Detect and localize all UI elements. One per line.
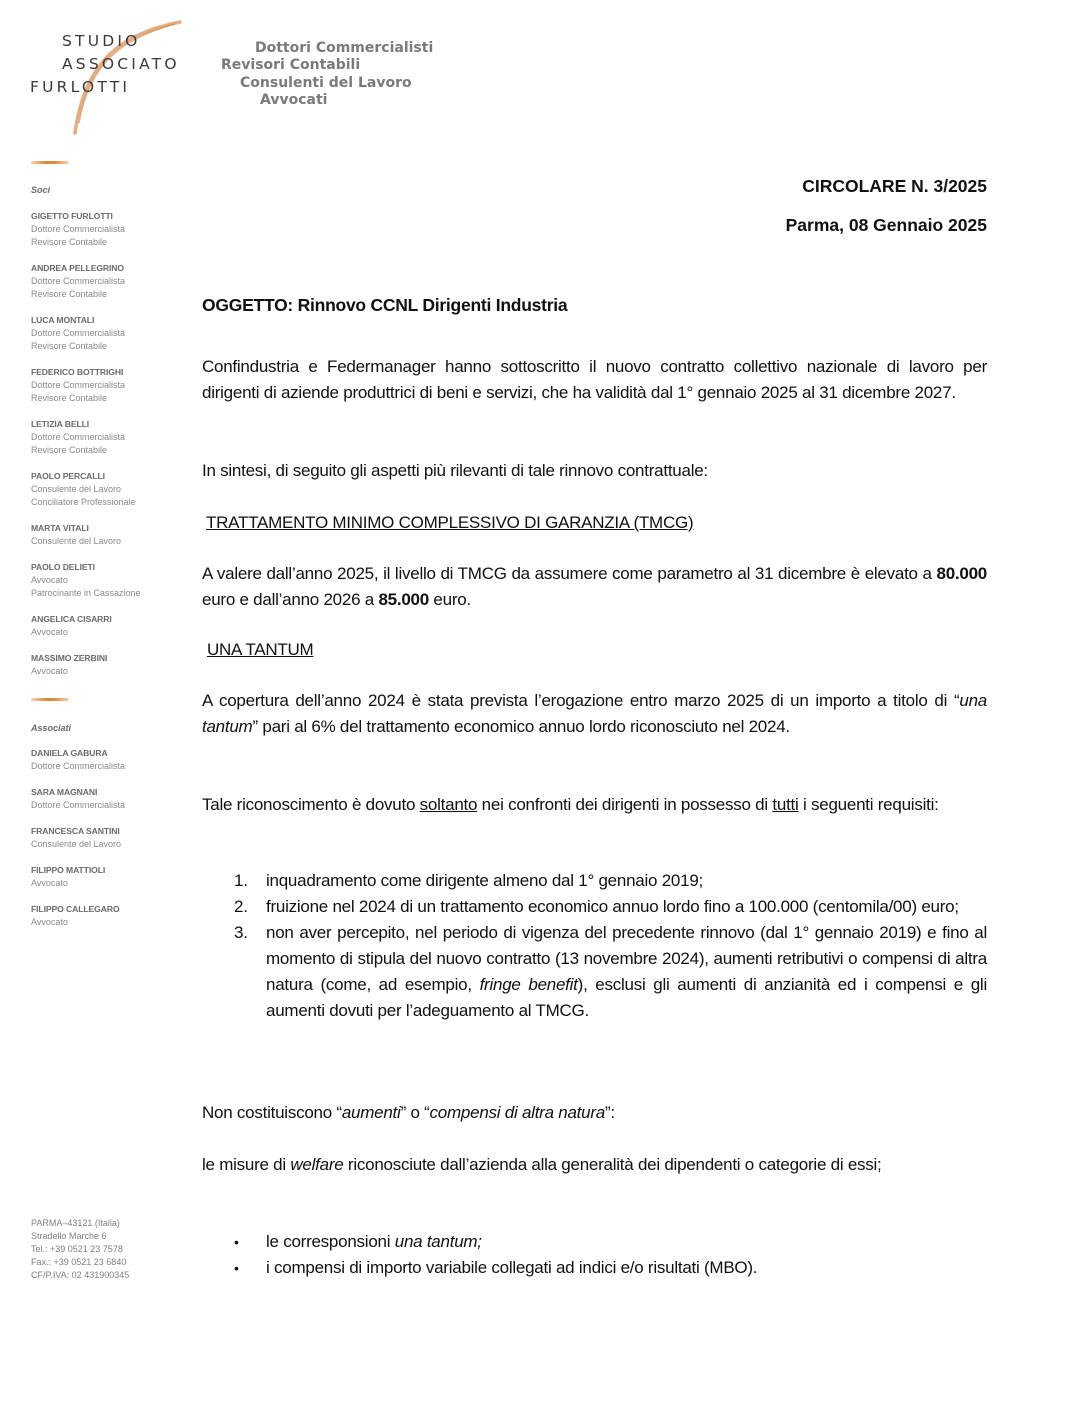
logo-line-1: STUDIO [62, 32, 141, 50]
partner-name: DANIELA GABURA [31, 748, 108, 758]
partner-entry [31, 470, 136, 509]
list-number: 3. [234, 923, 248, 942]
una-tantum-paragraph [202, 688, 987, 740]
text-run-italic: fringe benefit [479, 975, 578, 994]
requirement-item [202, 868, 987, 894]
logo-line-2: ASSOCIATO [62, 55, 180, 73]
requirements-list [202, 868, 987, 1024]
bullet-icon: • [234, 1234, 239, 1250]
text-run: le corresponsioni [266, 1232, 395, 1251]
section-title-text: TRATTAMENTO MINIMO COMPLESSIVO DI GARANZIA (TMCG) [206, 513, 694, 532]
partner-entry [31, 652, 107, 678]
partner-name: FRANCESCA SANTINI [31, 826, 120, 836]
sidebar-divider [31, 161, 69, 164]
profession-item: Avvocati [260, 92, 328, 108]
partner-role: Avvocato [31, 917, 68, 927]
text-run: Non costituiscono “ [202, 1103, 342, 1122]
text-run: A copertura dell’anno 2024 è stata prevista l’erogazione entro marzo 2025 di un importo a titolo di “ [202, 691, 960, 710]
tmcg-paragraph [202, 561, 987, 613]
welfare-paragraph [202, 1152, 987, 1178]
partner-name: GIGETTO FURLOTTI [31, 211, 113, 221]
requirement-item [202, 894, 987, 920]
section-title-tmcg [206, 510, 991, 536]
requirement-text: ), esclusi gli aumenti di anzianità ed i compensi e gli aumenti dovuti per l’adeguamento al TMCG. [266, 975, 987, 1020]
text-run: euro. [428, 590, 471, 609]
list-number: 1. [234, 871, 248, 890]
text-run: nei confronti dei dirigenti in possesso di [477, 795, 773, 814]
partner-role: Revisore Contabile [31, 341, 108, 351]
partner-role: Dottore Commercialista [31, 276, 126, 286]
text-run: A valere dall’anno 2025, il livello di TMCG da assumere come parametro al 31 dicembre è elevato a [202, 564, 937, 583]
text-run: le misure di [202, 1155, 291, 1174]
partner-role: Consulente del Lavoro [31, 839, 122, 849]
partner-name: SARA MAGNANI [31, 787, 98, 797]
partner-entry [31, 613, 112, 639]
partner-name: LUCA MONTALI [31, 315, 95, 325]
requirement-item [202, 920, 987, 1024]
address-line: PARMA–43121 (Italia) [31, 1218, 120, 1228]
address-line: Tel.: +39 0521 23 7578 [31, 1244, 123, 1254]
partner-role: Dottore Commercialista [31, 328, 126, 338]
partner-entry [31, 561, 141, 600]
requirement-text: non aver percepito, nel periodo di vigenza del precedente rinnovo (dal 1° gennaio 2019) e fino al momento di stipula del nuovo contratto (13 novembre 2024), aumenti retributivi o compensi di altra natura (come, ad esempio, [266, 923, 987, 994]
sidebar-divider [31, 698, 69, 701]
partner-name: PAOLO DELIETI [31, 562, 95, 572]
text-run-italic: una tantum [202, 691, 987, 736]
profession-item: Revisori Contabili [221, 57, 361, 73]
document-date: Parma, 08 Gennaio 2025 [785, 215, 987, 235]
partner-entry [31, 747, 125, 773]
text-run-italic: compensi di altra natura [429, 1103, 605, 1122]
address-line: Stradello Marche 6 [31, 1231, 107, 1241]
text-run-italic: welfare [290, 1155, 344, 1174]
partner-name: MARTA VITALI [31, 523, 89, 533]
partner-role: Dottore Commercialista [31, 761, 126, 771]
partner-name: FEDERICO BOTTRIGHI [31, 367, 124, 377]
partner-role: Dottore Commercialista [31, 224, 126, 234]
partner-name: MASSIMO ZERBINI [31, 653, 108, 663]
partner-role: Revisore Contabile [31, 289, 108, 299]
partner-entry [31, 210, 125, 249]
text-run-underlined: tutti [772, 795, 799, 814]
partner-name: FILIPPO MATTIOLI [31, 865, 106, 875]
section-title-una-tantum [207, 637, 992, 663]
partner-role: Dottore Commercialista [31, 380, 126, 390]
document-subject: OGGETTO: Rinnovo CCNL Dirigenti Industria [202, 295, 568, 315]
partner-role: Avvocato [31, 627, 68, 637]
partner-entry [31, 522, 121, 548]
partner-role: Patrocinante in Cassazione [31, 588, 141, 598]
text-run: ”: [604, 1103, 615, 1122]
tmcg-2025-amount: 80.000 [936, 564, 987, 583]
partner-role: Consulente del Lavoro [31, 484, 122, 494]
text-run: ” pari al 6% del trattamento economico annuo lordo riconosciuto nel 2024. [252, 717, 790, 736]
partner-role: Consulente del Lavoro [31, 536, 122, 546]
partner-role: Revisore Contabile [31, 237, 108, 247]
text-run: riconosciute dall’azienda alla generalità dei dipendenti o categorie di essi; [343, 1155, 882, 1174]
partner-role: Avvocato [31, 666, 68, 676]
partner-entry [31, 418, 125, 457]
circolare-number: CIRCOLARE N. 3/2025 [802, 176, 987, 196]
associati-label: Associati [31, 723, 72, 733]
requirement-text: fruizione nel 2024 di un trattamento economico annuo lordo fino a 100.000 (centomila/00) euro; [266, 897, 959, 916]
partner-entry [31, 366, 125, 405]
bullet-icon: • [234, 1260, 239, 1276]
partner-entry [31, 314, 125, 353]
text-run-underlined: soltanto [419, 795, 478, 814]
exclusion-item [202, 1229, 987, 1255]
partner-role: Revisore Contabile [31, 393, 108, 403]
text-run: i compensi di importo variabile collegati ad indici e/o risultati (MBO). [266, 1258, 758, 1277]
partner-role: Avvocato [31, 575, 68, 585]
partner-name: FILIPPO CALLEGARO [31, 904, 120, 914]
intro-paragraph: Confindustria e Federmanager hanno sottoscritto il nuovo contratto collettivo nazionale di lavoro per dirigenti di aziende produttrici di beni e servizi, che ha validità dal 1° gennaio 2025 al 31 dicembre 2027. [202, 357, 987, 402]
requirements-intro [202, 792, 987, 818]
partner-role: Dottore Commercialista [31, 800, 126, 810]
exclusion-item [202, 1255, 987, 1281]
studio-logo [25, 18, 195, 148]
text-run-italic: aumenti [341, 1103, 401, 1122]
partner-role: Avvocato [31, 878, 68, 888]
partner-entry [31, 786, 125, 812]
summary-paragraph: In sintesi, di seguito gli aspetti più rilevanti di tale rinnovo contrattuale: [202, 461, 708, 480]
partner-name: ANGELICA CISARRI [31, 614, 112, 624]
text-run: i seguenti requisiti: [798, 795, 939, 814]
requirement-text: inquadramento come dirigente almeno dal 1° gennaio 2019; [266, 871, 703, 890]
exclusions-list [202, 1229, 987, 1281]
partner-entry [31, 864, 105, 890]
profession-item: Dottori Commercialisti [255, 40, 434, 56]
partner-role: Dottore Commercialista [31, 432, 126, 442]
text-run: euro e dall’anno 2026 a [202, 590, 379, 609]
text-run: ” o “ [400, 1103, 430, 1122]
logo-line-3: FURLOTTI [30, 78, 131, 96]
profession-item: Consulenti del Lavoro [240, 75, 412, 91]
partner-role: Conciliatore Professionale [31, 497, 136, 507]
address-line: Fax.: +39 0521 23 6840 [31, 1257, 127, 1267]
tmcg-2026-amount: 85.000 [378, 590, 429, 609]
partner-name: PAOLO PERCALLI [31, 471, 105, 481]
partner-entry [31, 825, 121, 851]
partner-role: Revisore Contabile [31, 445, 108, 455]
text-run-italic: una tantum; [394, 1232, 482, 1251]
section-title-text: UNA TANTUM [207, 640, 314, 659]
list-number: 2. [234, 897, 248, 916]
partner-entry [31, 903, 120, 929]
office-address [31, 1217, 129, 1282]
exclusions-intro [202, 1100, 987, 1126]
text-run: Tale riconoscimento è dovuto [202, 795, 420, 814]
partner-name: LETIZIA BELLI [31, 419, 90, 429]
partner-entry [31, 262, 125, 301]
soci-label: Soci [31, 185, 51, 195]
partner-name: ANDREA PELLEGRINO [31, 263, 124, 273]
address-line: CF/P.IVA: 02 431900345 [31, 1270, 130, 1280]
